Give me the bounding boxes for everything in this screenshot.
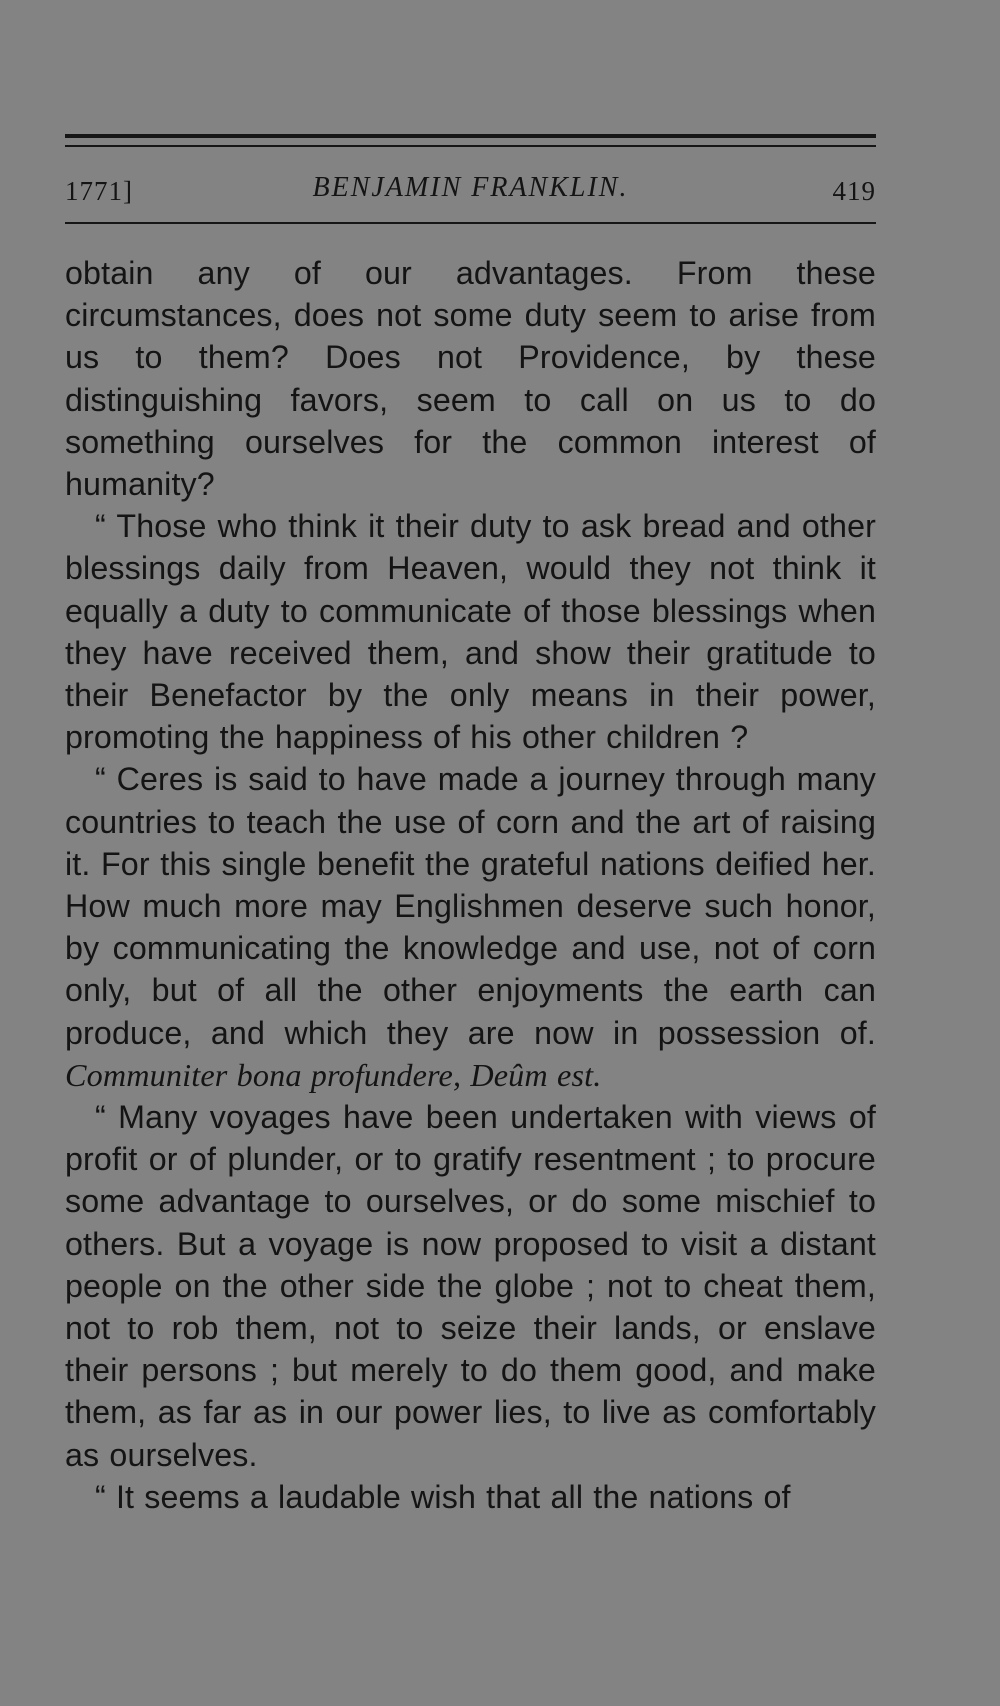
latin-quotation: Communiter bona profundere, Deûm est. xyxy=(65,1056,602,1093)
paragraph-5 xyxy=(65,1476,876,1518)
paragraph-1 xyxy=(65,252,876,505)
top-rule-thick xyxy=(65,134,876,138)
paragraph-2 xyxy=(65,505,876,758)
paragraph-4-text: “ Many voyages have been undertaken with views of profit or of plunder, or to gratify resentment ; to procure some advantage to ourselves, or do some mischief to others. But a voyage is now proposed to visit a distant people on the other side the globe ; not to cheat them, not to rob them, not to seize their lands, or enslave their persons ; but merely to do them good, and make them, as far as in our power lies, to live as comfortably as ourselves. xyxy=(65,1099,876,1473)
paragraph-5-text: “ It seems a laudable wish that all the nations of xyxy=(95,1478,791,1515)
running-head-year: 1771] xyxy=(65,176,133,206)
paragraph-3-text: “ Ceres is said to have made a journey through many countries to teach the use of corn and the art of raising it. For this single benefit the grateful nations deified her. How much more may Englishmen deserve such honor, by communicating the knowledge and use, not of corn only, but of all the other enjoyments the earth can produce, and which they are now in possession of. xyxy=(65,761,876,1051)
top-rule-thin xyxy=(65,145,876,147)
paragraph-3 xyxy=(65,758,876,1096)
running-head-title: BENJAMIN FRANKLIN. xyxy=(312,172,629,203)
page-number: 419 xyxy=(832,176,876,206)
paragraph-2-text: “ Those who think it their duty to ask bread and other blessings daily from Heaven, would they not think it equally a duty to communicate of those blessings when they have received them, and show their gratitude to their Benefactor by the only means in their power, promoting the happiness of his other children ? xyxy=(65,508,876,756)
body-text xyxy=(65,252,876,1518)
paragraph-4 xyxy=(65,1096,876,1476)
running-head xyxy=(65,170,876,210)
header-rule xyxy=(65,222,876,224)
paragraph-1-text: obtain any of our advantages. From these circumstances, does not some duty seem to arise from us to them? Does not Providence, by these distinguishing favors, seem to call on us to do something ourselves for the common interest of humanity? xyxy=(65,255,876,503)
